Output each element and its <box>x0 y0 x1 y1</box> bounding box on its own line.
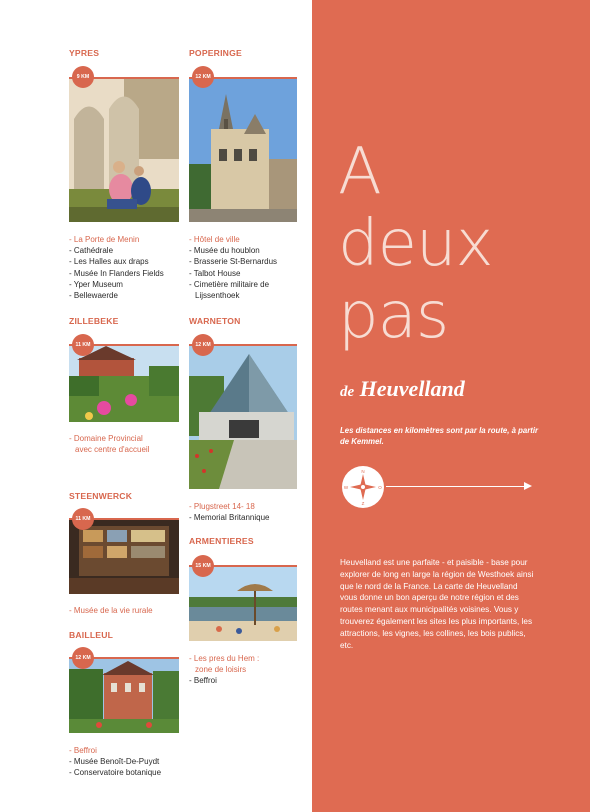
body-text: Heuvelland est une parfaite - et paisible - base pour explorer de long en large la région de Westhoek ainsi que le nord de la France. La carte de Heuvelland vous donne un bon aperçu de notre région et des routes menant aux municipalités voisines. Vous y trouverez également les sites les plus importants, les attractions, les vignes, les collines, les bois publics, etc. <box>340 558 534 650</box>
list-item: - Musée Benoît-De-Puydt <box>69 757 160 767</box>
photo-bailleul <box>69 659 179 733</box>
list-item: avec centre d'accueil <box>75 445 150 455</box>
photo-warneton <box>189 346 297 489</box>
list-item: - Memorial Britannique <box>189 513 270 523</box>
list-item: - Musée de la vie rurale <box>69 606 153 615</box>
distance-badge: 12 KM <box>192 66 214 88</box>
compass-w: W <box>343 485 349 490</box>
distance-badge: 9 KM <box>72 66 94 88</box>
list-item: - Conservatoire botanique <box>69 768 162 778</box>
photo-armentieres <box>189 567 297 641</box>
list-warneton <box>189 501 269 523</box>
list-item: - Beffroi <box>189 676 217 686</box>
town-title-armentieres: ARMENTIERES <box>189 536 254 546</box>
list-item: - Cathédrale <box>69 246 114 256</box>
title-line-1: A <box>338 135 381 209</box>
list-zillebeke <box>69 433 149 455</box>
list-armentieres <box>189 653 259 687</box>
direction-line <box>386 486 526 487</box>
photo-steenwerck <box>69 520 179 594</box>
list-item: - La Porte de Menin <box>69 235 140 244</box>
town-title-warneton: WARNETON <box>189 316 241 326</box>
distance-badge: 12 KM <box>72 647 94 669</box>
list-bailleul <box>69 745 161 779</box>
distance-badge: 11 KM <box>72 334 94 356</box>
distance-badge: 12 KM <box>192 334 214 356</box>
list-item: zone de loisirs <box>195 665 247 675</box>
list-item: Lijssenthoek <box>195 291 240 301</box>
list-item: - Musée du houblon <box>189 246 260 256</box>
town-title-bailleul: BAILLEUL <box>69 630 114 640</box>
script-name: Heuvelland <box>359 376 465 401</box>
right-panel <box>312 0 590 812</box>
list-poperinge <box>189 234 277 301</box>
distance-badge: 11 KM <box>72 508 94 530</box>
photo-zillebeke <box>69 346 179 422</box>
distance-note: Les distances en kilomètres sont par la route, à partir de Kemmel. <box>340 426 539 446</box>
list-item: - Domaine Provincial <box>69 434 143 443</box>
compass-n: N <box>361 469 365 474</box>
list-item: - Beffroi <box>69 746 97 755</box>
photo-ypres <box>69 79 179 222</box>
list-steenwerck <box>69 605 153 616</box>
list-item: - Talbot House <box>189 268 241 278</box>
list-item: - Brasserie St-Bernardus <box>189 257 278 267</box>
list-item: - Musée In Flanders Fields <box>69 268 164 278</box>
list-item: - Yper Museum <box>69 279 123 289</box>
script-title <box>340 376 465 402</box>
town-title-steenwerck: STEENWERCK <box>69 491 133 501</box>
list-item: - Les Halles aux draps <box>69 257 149 267</box>
town-title-poperinge: POPERINGE <box>189 48 242 58</box>
list-item: - Bellewaerde <box>69 291 118 301</box>
distance-badge: 15 KM <box>192 555 214 577</box>
town-title-ypres: YPRES <box>69 48 100 58</box>
list-item: - Cimetière militaire de <box>189 279 270 289</box>
title-line-2: deux <box>338 207 493 281</box>
compass-e: O <box>378 485 382 490</box>
town-title-zillebeke: ZILLEBEKE <box>69 316 119 326</box>
list-item: - Les pres du Hem : <box>189 654 260 663</box>
script-de: de <box>340 384 355 400</box>
list-ypres <box>69 234 164 301</box>
arrow-right-icon <box>524 482 532 490</box>
title-line-3: pas <box>338 279 449 353</box>
list-item: - Plugstreet 14- 18 <box>189 502 255 511</box>
list-item: - Hôtel de ville <box>189 235 240 244</box>
compass-s: Z <box>361 501 365 506</box>
compass-icon <box>341 465 385 509</box>
photo-poperinge <box>189 79 297 222</box>
